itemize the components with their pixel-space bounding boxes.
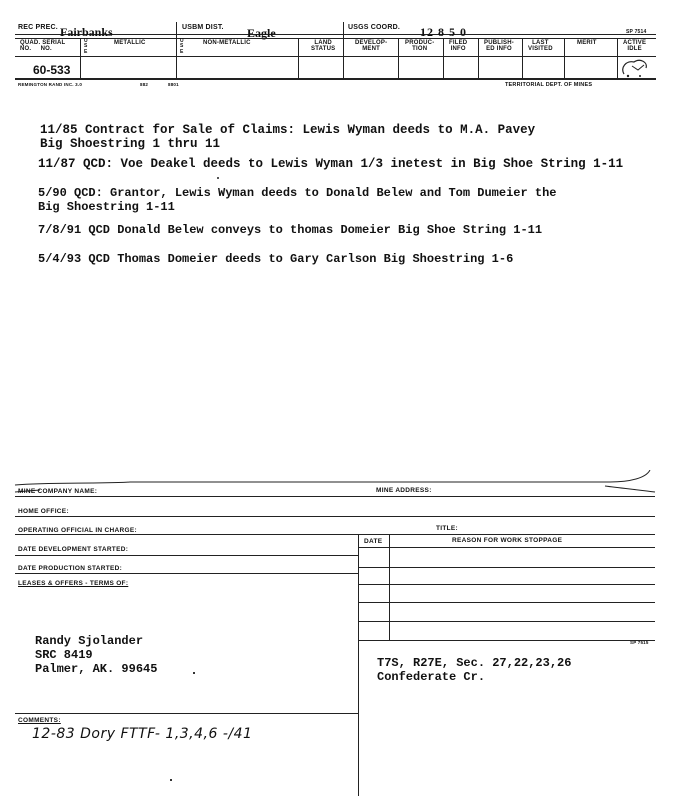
date-header: DATE xyxy=(364,538,383,545)
home-office-label: HOME OFFICE: xyxy=(18,508,69,515)
entry-2 xyxy=(38,157,623,171)
entry-line: 11/85 Contract for Sale of Claims: Lewis Wyman deeds to M.A. Pavey xyxy=(40,123,536,137)
entry-line: Big Shoestring 1-11 xyxy=(38,200,175,214)
col-non-metallic: NON-METALLIC xyxy=(203,40,251,46)
operating-official-label: OPERATING OFFICIAL IN CHARGE: xyxy=(18,527,137,534)
col-metallic: METALLIC xyxy=(114,40,146,46)
entry-line: 11/87 QCD: Voe Deakel deeds to Lewis Wyman 1/3 inetest in Big Shoe String 1-11 xyxy=(38,157,624,171)
leases-offers-label: LEASES & OFFERS - TERMS OF: xyxy=(18,580,129,587)
col-quad-serial: QUAD. SERIAL NO. NO. xyxy=(20,40,66,53)
mine-address-label: MINE ADDRESS: xyxy=(376,487,432,494)
col-land-status: LAND STATUS xyxy=(311,40,336,53)
location-line-2: Confederate Cr. xyxy=(377,670,486,684)
entry-line: 5/90 QCD: Grantor, Lewis Wyman deeds to Donald Belew and Tom Dumeier the xyxy=(38,186,557,200)
usgs-coord-label: USGS COORD. xyxy=(348,24,400,31)
card-edge xyxy=(10,470,660,494)
stray-dot xyxy=(170,779,172,781)
printer-code-1: 882 xyxy=(140,82,149,87)
sketch-icon xyxy=(618,56,658,80)
col-last-visited: LAST VISITED xyxy=(528,40,553,53)
rec-prec-value: Fairbanks xyxy=(60,25,113,39)
rec-prec-label: REC PREC. xyxy=(18,24,58,31)
quad-value: 60-533 xyxy=(33,63,71,77)
reason-header: REASON FOR WORK STOPPAGE xyxy=(452,537,563,544)
location-block xyxy=(377,656,571,684)
form-number-2: SP 7515 xyxy=(630,640,649,645)
comments-label: COMMENTS: xyxy=(18,717,61,724)
entry-line: 5/4/93 QCD Thomas Domeier deeds to Gary Carlson Big Shoestring 1-6 xyxy=(38,252,514,266)
printer-mark: REMINGTON RAND INC. 3.0 xyxy=(18,82,83,87)
usgs-coord-value: 12 8 5 0 xyxy=(420,25,467,39)
date-development-label: DATE DEVELOPMENT STARTED: xyxy=(18,546,129,553)
form-number: SP 7514 xyxy=(626,29,647,35)
entry-4 xyxy=(38,223,542,237)
owner-box: SRC 8419 xyxy=(35,648,93,662)
col-development: DEVELOP- MENT xyxy=(355,40,388,53)
location-line-1: T7S, R27E, Sec. 27,22,23,26 xyxy=(377,656,572,670)
date-production-label: DATE PRODUCTION STARTED: xyxy=(18,565,123,572)
entry-3 xyxy=(38,186,556,214)
territorial-dept: TERRITORIAL DEPT. OF MINES xyxy=(505,82,593,88)
owner-block xyxy=(35,634,157,676)
entry-line: 7/8/91 QCD Donald Belew conveys to thomas Domeier Big Shoe String 1-11 xyxy=(38,223,543,237)
col-production: PRODUC- TION xyxy=(405,40,435,53)
owner-name: Randy Sjolander xyxy=(35,634,144,648)
col-published-info: PUBLISH- ED INFO xyxy=(484,40,514,53)
col-active-idle: ACTIVE IDLE xyxy=(623,40,647,53)
stray-dot xyxy=(193,672,195,674)
entry-1 xyxy=(40,123,535,151)
stray-dot xyxy=(217,177,219,179)
col-filed-info: FILED INFO xyxy=(449,40,468,53)
usbm-dist-label: USBM DIST. xyxy=(182,24,224,31)
comment-handwritten: 12-83 Dory FTTF- 1,3,4,6 -/41 xyxy=(32,726,253,742)
entry-line: Big Shoestring 1 thru 11 xyxy=(40,137,221,151)
owner-city: Palmer, AK. 99645 xyxy=(35,662,158,676)
printer-code-2: 8801 xyxy=(168,82,179,87)
usbm-dist-value: Eagle xyxy=(247,26,276,40)
col-use-2: U S E xyxy=(180,38,184,55)
col-merit: MERIT xyxy=(577,40,597,46)
col-use-1: U S E xyxy=(84,38,88,55)
entry-5 xyxy=(38,252,513,266)
title-label: TITLE: xyxy=(436,525,459,532)
mine-company-name-label: MINE COMPANY NAME: xyxy=(18,488,98,495)
